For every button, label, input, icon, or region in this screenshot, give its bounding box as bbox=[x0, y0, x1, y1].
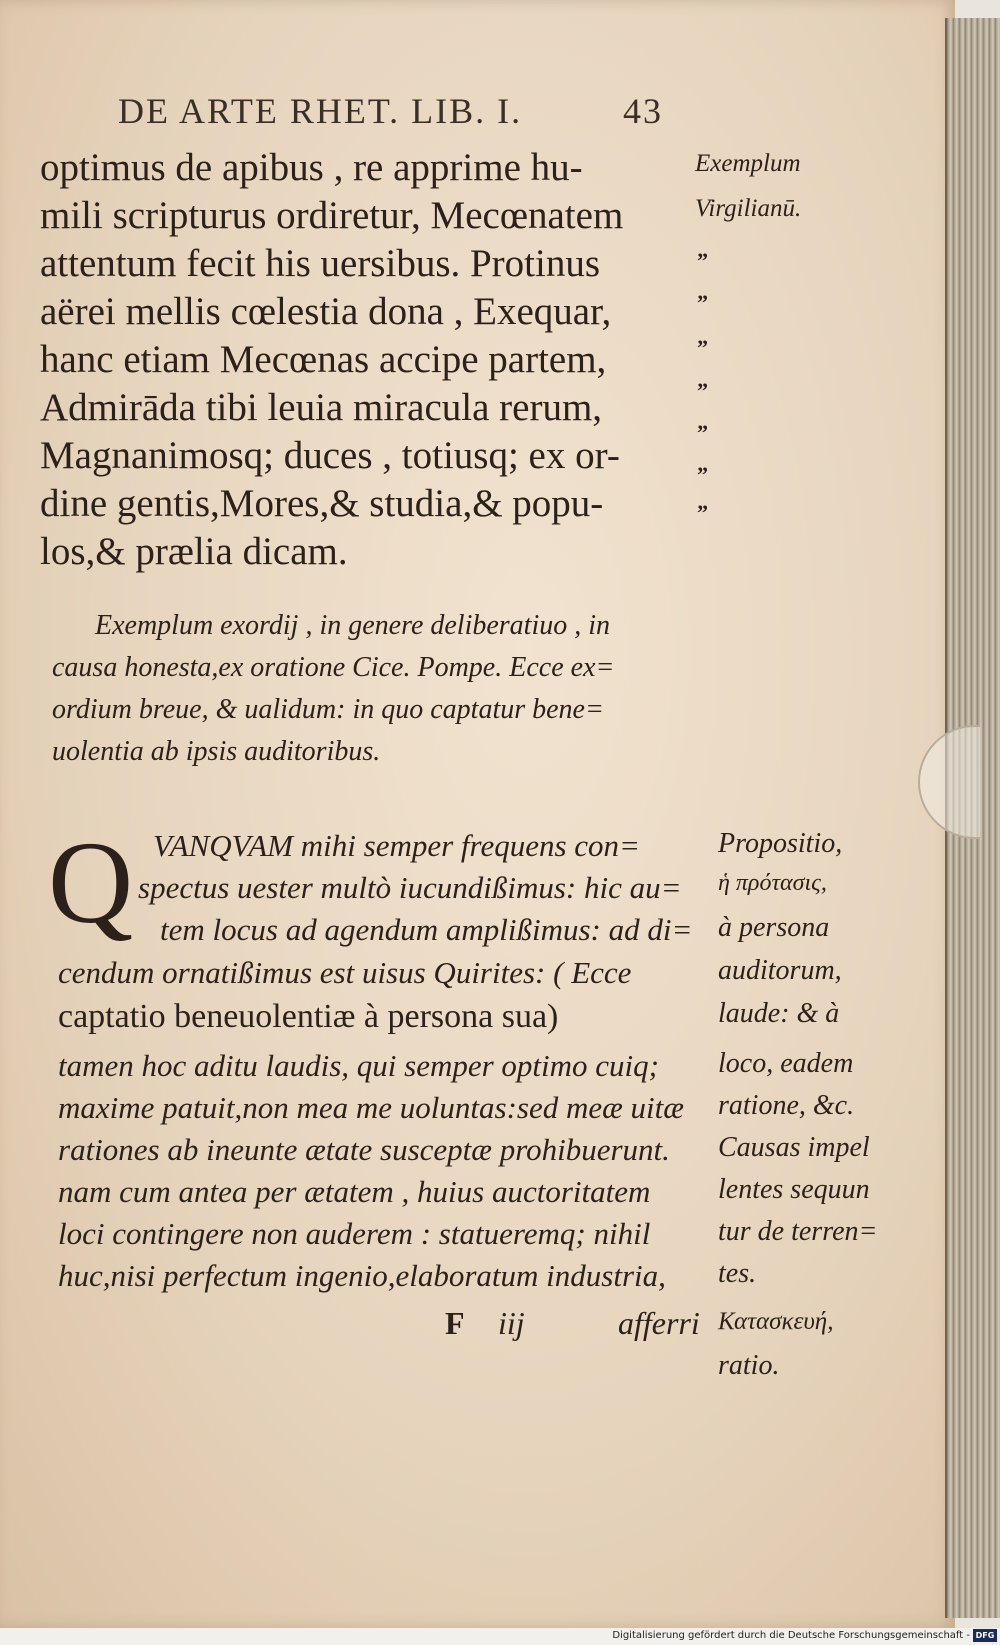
side-note: Propositio, bbox=[718, 828, 843, 859]
side-note: ratio. bbox=[718, 1350, 780, 1381]
side-note: à persona bbox=[718, 912, 830, 943]
quote-mark: ” bbox=[697, 290, 709, 315]
verse-line: Magnanimosq; duces , totiusq; ex or- bbox=[40, 434, 620, 477]
side-note: tes. bbox=[718, 1258, 757, 1289]
footer-credit: Digitalisierung gefördert durch die Deutsche Forschungsgemeinschaft - bbox=[612, 1630, 970, 1641]
quote-mark: ” bbox=[697, 248, 709, 273]
quote-mark: ” bbox=[697, 420, 709, 445]
verse-line: attentum fecit his uersibus. Protinus bbox=[40, 242, 601, 285]
summary-line: uolentia ab ipsis auditoribus. bbox=[52, 736, 381, 767]
verse-line: optimus de apibus , re apprime hu- bbox=[40, 146, 583, 189]
body-line: cendum ornatißimus est uisus Quirites: ( Ecce bbox=[58, 955, 632, 990]
side-note: lentes sequun bbox=[718, 1174, 870, 1205]
side-note: laude: & à bbox=[718, 998, 840, 1029]
signature-mark: F bbox=[445, 1305, 465, 1341]
side-note: tur de terren= bbox=[718, 1216, 878, 1247]
body-line: tamen hoc aditu laudis, qui semper optimo cuiq; bbox=[58, 1048, 659, 1083]
side-note: Causas impel bbox=[718, 1132, 870, 1163]
body-line: spectus uester multò iucundißimus: hic au= bbox=[138, 870, 682, 905]
quote-mark: ” bbox=[697, 335, 709, 360]
verse-line: dine gentis,Mores,& studia,& popu- bbox=[40, 482, 604, 525]
verse-line: Admirāda tibi leuia miracula rerum, bbox=[40, 386, 603, 429]
side-note: loco, eadem bbox=[718, 1048, 854, 1079]
summary-line: causa honesta,ex oratione Cice. Pompe. Ecce ex= bbox=[52, 652, 615, 683]
body-line: nam cum antea per ætatem , huius auctoritatem bbox=[58, 1174, 651, 1209]
page-number: 43 bbox=[623, 91, 663, 131]
margin-note: Exemplum bbox=[695, 150, 801, 177]
running-head bbox=[118, 90, 678, 132]
body-line: rationes ab ineunte ætate susceptæ prohibuerunt. bbox=[58, 1132, 670, 1167]
catchword: afferri bbox=[618, 1305, 700, 1341]
quote-mark: ” bbox=[697, 378, 709, 403]
side-note: ratione, &c. bbox=[718, 1090, 855, 1121]
body-line: tem locus ad agendum amplißimus: ad di= bbox=[160, 912, 693, 947]
body-line: captatio beneuolentiæ à persona sua) bbox=[58, 998, 559, 1035]
body-line: loci contingere non auderem : statueremq; nihil bbox=[58, 1216, 651, 1251]
dfg-logo: DFG bbox=[973, 1629, 997, 1642]
verse-line: aërei mellis cœlestia dona , Exequar, bbox=[40, 290, 612, 333]
verse-line: mili scripturus ordiretur, Mecœnatem bbox=[40, 194, 624, 237]
summary-line: ordium breue, & ualidum: in quo captatur bene= bbox=[52, 694, 604, 725]
verse-line: los,& prælia dicam. bbox=[40, 530, 348, 573]
margin-note: Virgilianū. bbox=[695, 195, 802, 222]
summary-line: Exemplum exordij , in genere deliberatiuo , in bbox=[95, 610, 611, 641]
side-note: Κατασκευή, bbox=[718, 1308, 834, 1335]
side-note: ἡ πρότασις, bbox=[718, 870, 827, 896]
initial-capital: Q bbox=[48, 817, 134, 948]
quote-mark: ” bbox=[697, 462, 709, 487]
body-line: maxime patuit,non mea me uoluntas:sed meæ uitæ bbox=[58, 1090, 684, 1125]
verse-line: hanc etiam Mecœnas accipe partem, bbox=[40, 338, 607, 381]
header-title: DE ARTE RHET. LIB. I. bbox=[118, 91, 523, 131]
body-line: huc,nisi perfectum ingenio,elaboratum industria, bbox=[58, 1258, 666, 1293]
signature-number: iij bbox=[498, 1305, 525, 1341]
quote-mark: ” bbox=[697, 500, 709, 525]
body-line: VANQVAM mihi semper frequens con= bbox=[153, 828, 640, 863]
side-note: auditorum, bbox=[718, 955, 842, 986]
